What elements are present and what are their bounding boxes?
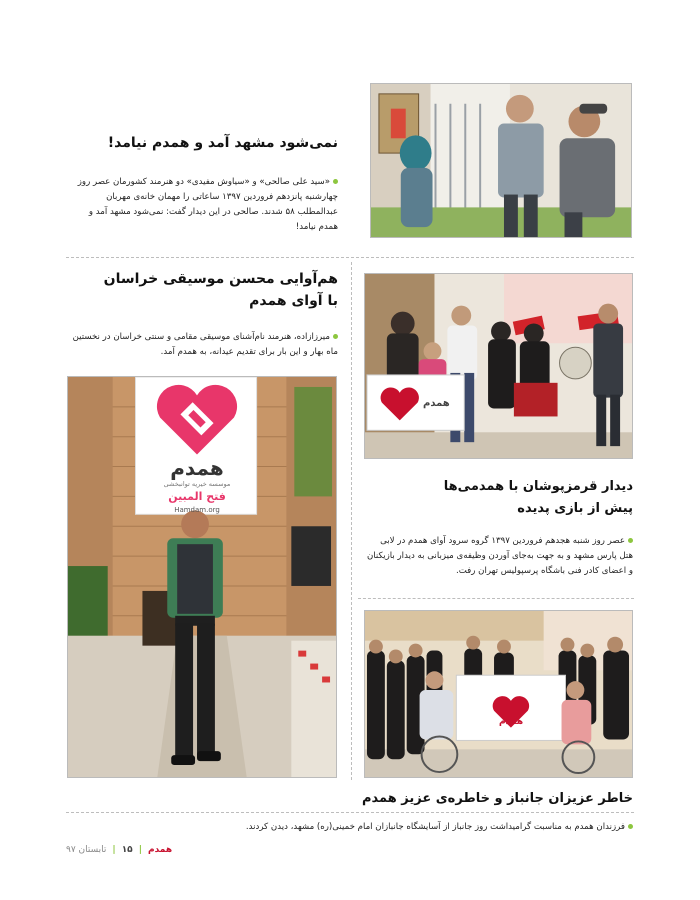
sign-brand-text: همدم — [170, 456, 224, 480]
article4-title: خاطر عزیزان جانباز و خاطره‌ی عزیز همدم — [362, 791, 633, 806]
divider-vertical — [351, 262, 352, 780]
article4-bullet-icon — [628, 824, 633, 829]
article2-title — [70, 268, 338, 312]
article3-title — [364, 476, 633, 520]
article3-title-line2: پیش از بازی پدیده — [517, 501, 633, 516]
article3-body-text: عصر روز شنبه هجدهم فروردین ۱۳۹۷ گروه سرود آوای همدم در لابی هتل پارس مشهد و به جهت به‌جای آوردن وظیفه‌ی میزبانی به دیدار بازیکنان و اعضای کادر فنی باشگاه پرسپولیس تهران رفت. — [366, 536, 633, 576]
photo-veterans-visit-image — [365, 611, 632, 777]
article1-body — [70, 175, 338, 235]
article4-body — [66, 820, 633, 835]
article2-title-line1: هم‌آوایی محسن موسیقی خراسان — [103, 271, 338, 287]
photo-veterans-visit — [364, 610, 633, 778]
page-number: ۱۵ — [121, 845, 133, 855]
article2-bullet-icon — [333, 334, 338, 339]
article3-body — [364, 534, 633, 579]
footer-separator-left: | — [138, 845, 142, 855]
hamdam-heart-logo-icon — [136, 383, 258, 457]
photo-visit-salehi-image — [371, 84, 631, 237]
sign-url-text: Hamdam.org — [174, 506, 220, 514]
article1-bullet-icon — [333, 179, 338, 184]
article3-bullet-icon — [628, 538, 633, 543]
divider-bottom — [66, 812, 634, 813]
perspolis-banner-text: همدم — [423, 398, 450, 409]
photo-singer-hamdam — [67, 376, 337, 778]
article2-title-line2: با آوای همدم — [249, 293, 338, 309]
article1-body-text: «سید علی صالحی» و «سیاوش مفیدی» دو هنرمند کشورمان عصر روز چهارشنبه پانزدهم فروردین ۱۳۹۷ ساعاتی را مهمان خانه‌ی مهربان عبدالمطلب ۵۸ شدند. صالحی در این دیدار گفت: نمی‌شود مشهد آمد و همدم نیامد! — [77, 177, 338, 232]
article2-body — [70, 330, 338, 360]
article2-body-text: میرزازاده، هنرمند نام‌آشنای موسیقی مقامی و سنتی خراسان در نخستین ماه بهار و این بار برای تقدیم عیدانه، به همدم آمد. — [72, 332, 338, 357]
footer-separator-right: | — [112, 845, 116, 855]
article4-body-text: فرزندان همدم به مناسبت گرامیداشت روز جانباز از آسایشگاه جانبازان امام خمینی(ره) مشهد، دیدن کردند. — [245, 822, 625, 832]
page-footer — [66, 842, 172, 858]
photo-visit-salehi — [370, 83, 632, 238]
photo-perspolis-visit-image — [365, 274, 632, 458]
sign-arabic-text: فتح المبین — [168, 490, 226, 503]
footer-season: تابستان ۹۷ — [66, 845, 107, 855]
divider-top — [66, 257, 634, 258]
veterans-banner-text: همدم — [499, 717, 524, 727]
photo-perspolis-visit — [364, 273, 633, 459]
footer-brand: همدم — [147, 845, 173, 855]
article1-title: نمی‌شود مشهد آمد و همدم نیامد! — [107, 135, 338, 151]
hamdam-sign — [136, 377, 258, 515]
divider-right-middle — [358, 598, 634, 599]
sign-subtitle-text: موسسه خیریه توانبخشی — [163, 480, 231, 488]
article3-title-line1: دیدار قرمزپوشان با همدمی‌ها — [443, 479, 633, 494]
